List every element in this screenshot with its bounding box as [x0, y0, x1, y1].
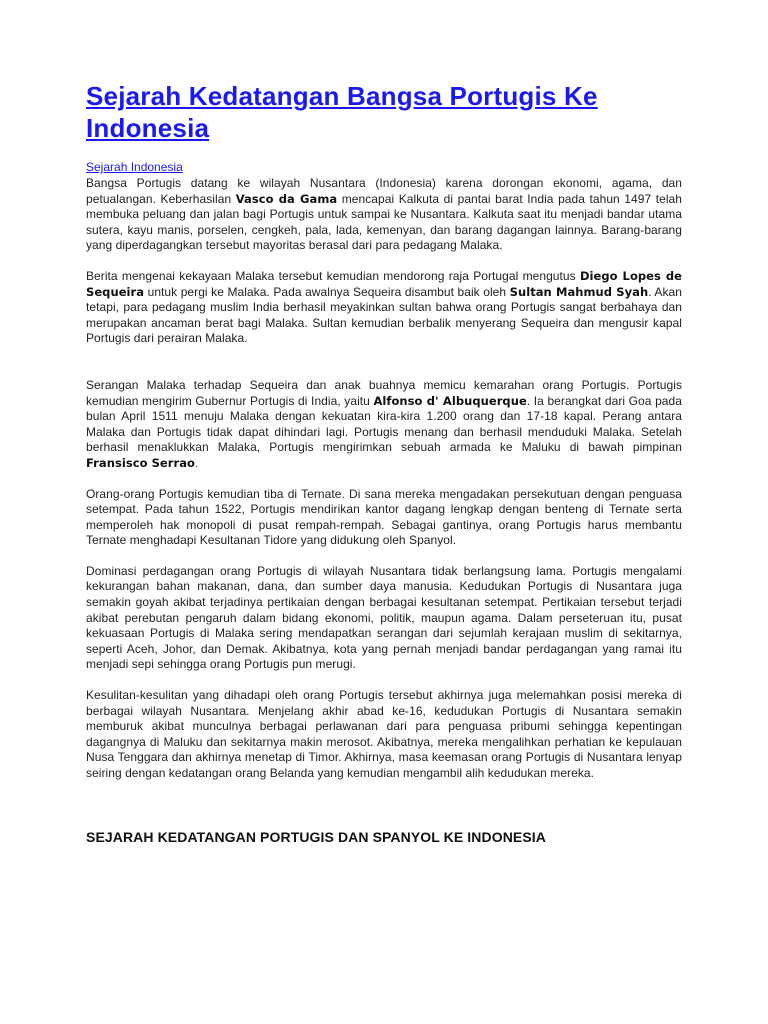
- section-subheading: SEJARAH KEDATANGAN PORTUGIS DAN SPANYOL KE INDONESIA: [86, 828, 546, 845]
- category-link[interactable]: Sejarah Indonesia: [86, 160, 183, 174]
- paragraph-2: [86, 269, 682, 347]
- paragraph-1: [86, 176, 682, 254]
- paragraph-4: Orang-orang Portugis kemudian tiba di Ternate. Di sana mereka mengadakan persekutuan dengan penguasa setempat. Pada tahun 1522, Portugis mendirikan kantor dagang lengkap dengan benteng di Ternate serta memperoleh hak monopoli di pusat rempah-rempah. Sebagai gantinya, orang Portugis harus membantu Ternate menghadapi Kesultanan Tidore yang didukung oleh Spanyol.: [86, 486, 682, 548]
- paragraph-3: [86, 378, 682, 472]
- paragraph-6: Kesulitan-kesulitan yang dihadapi oleh orang Portugis tersebut akhirnya juga melemahkan posisi mereka di berbagai wilayah Nusantara. Menjelang akhir abad ke-16, kedudukan Portugis di Nusantara semakin memburuk akibat munculnya berbagai perlawanan dari para penguasa pribumi sehingga kepentingan dagangnya di Maluku dan sekitarnya makin merosot. Akibatnya, mereka mengalihkan perhatian ke kepulauan Nusa Tenggara dan akhirnya menetap di Timor. Akhirnya, masa keemasan orang Portugis di Nusantara lenyap seiring dengan kedatangan orang Belanda yang kemudian mengambil alih kedudukan mereka.: [86, 688, 682, 780]
- p3-bold-albuquerque: Alfonso d' Albuquerque: [373, 393, 527, 408]
- p3-text-1: Serangan Malaka terhadap Sequeira dan anak buahnya memicu kemarahan orang Portugis. Portugis kemudian mengirim Gubernur Portugis di India, yaitu: [86, 377, 682, 408]
- p2-text-2: untuk pergi ke Malaka. Pada awalnya Sequeira disambut baik oleh: [144, 284, 510, 299]
- p2-text-3: . Akan tetapi, para pedagang muslim India berhasil meyakinkan sultan bahwa orang Portugis sangat berbahaya dan merupakan ancaman berat bagi Malaka. Sultan kemudian berbalik menyerang Sequeira dan mengusir kapal Portugis dari perairan Malaka.: [86, 284, 682, 346]
- article-title-link[interactable]: Sejarah Kedatangan Bangsa Portugis Ke Indonesia: [86, 81, 598, 143]
- p2-text-1: Berita mengenai kekayaan Malaka tersebut kemudian mendorong raja Portugal mengutus: [86, 268, 580, 283]
- p1-text-2: mencapai Kalkuta di pantai barat India pada tahun 1497 telah membuka peluang dan jalan bagi Portugis untuk sampai ke Nusantara. Kalkuta saat itu menjadi bandar utama sutera, kayu manis, porselen, cengkeh, pala, lada, kemenyan, dan barang dagangan lainnya. Barang-barang yang diperdagangkan tersebut mayoritas berasal dari para pedagang Malaka.: [86, 191, 683, 253]
- p3-text-3: .: [194, 455, 199, 470]
- p2-bold-diego-lopes: Diego Lopes de Sequeira: [86, 268, 682, 299]
- p1-bold-vasco-da-gama: Vasco da Gama: [235, 191, 338, 206]
- p2-bold-sultan-mahmud: Sultan Mahmud Syah: [509, 284, 649, 299]
- p1-text-1: Bangsa Portugis datang ke wilayah Nusantara (Indonesia) karena dorongan ekonomi, agama, dan petualangan. Keberhasilan: [86, 176, 682, 206]
- p3-bold-serrao: Fransisco Serrao: [86, 455, 195, 470]
- paragraph-5: Dominasi perdagangan orang Portugis di wilayah Nusantara tidak berlangsung lama. Portugis mengalami kekurangan bahan makanan, dana, dan sumber daya manusia. Kedudukan Portugis di Nusantara juga semakin goyah akibat terjadinya pertikaian dengan berbagai kesultanan setempat. Pertikaian tersebut terjadi akibat perebutan pengaruh dalam bidang ekonomi, politik, maupun agama. Dalam perseteruan itu, pusat kekuasaan Portugis di Malaka sering mendapatkan serangan dari sejumlah kerajaan muslim di sekitarnya, seperti Aceh, Johor, dan Demak. Akibatnya, kota yang pernah menjadi bandar perdagangan yang ramai itu menjadi sepi sehingga orang Portugis pun merugi.: [86, 563, 682, 672]
- p3-text-2: . Ia berangkat dari Goa pada bulan April 1511 menuju Malaka dengan kekuatan kira-kira 1.200 orang dan 17-18 kapal. Perang antara Malaka dan Portugis tidak dapat dihindari lagi. Portugis menang dan berhasil menduduki Malaka. Setelah berhasil menaklukkan Malaka, Portugis mengirimkan sebuah armada ke Maluku di bawah pimpinan: [86, 393, 682, 455]
- article-body: [86, 80, 682, 846]
